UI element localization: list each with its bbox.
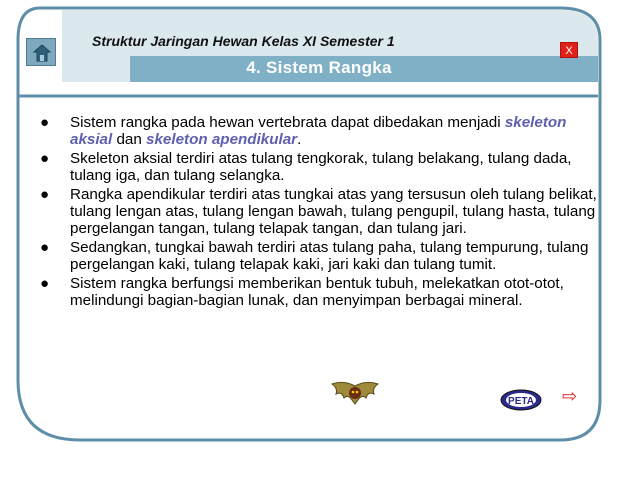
- list-item: ● Sistem rangka pada hewan vertebrata dapat dibedakan menjadi skeleton aksial dan skeleton apendikular.: [40, 114, 567, 149]
- bullet-icon: ●: [40, 114, 50, 131]
- page-title: Struktur Jaringan Hewan Kelas XI Semester 1: [92, 33, 395, 49]
- bullet-icon: ●: [40, 149, 50, 167]
- peta-badge-icon: [500, 389, 542, 411]
- list-item: ● Sedangkan, tungkai bawah terdiri atas tulang paha, tulang tempurung, tulang pergelangan kaki, tulang telapak kaki, jari kaki dan tulang tumit.: [40, 238, 589, 274]
- bat-icon: [330, 378, 380, 410]
- map-navigation-button[interactable]: [500, 389, 542, 416]
- list-item: ● Skeleton aksial terdiri atas tulang tengkorak, tulang belakang, tulang dada, tulang iga, dan tulang selangka.: [40, 149, 572, 185]
- bullet-icon: ●: [40, 185, 50, 203]
- term-skeleton-apendikular: skeleton apendikular: [146, 131, 298, 149]
- bullet-icon: ●: [40, 238, 50, 256]
- section-title: 4. Sistem Rangka: [246, 58, 392, 77]
- next-arrow-icon[interactable]: ⇨: [562, 386, 578, 406]
- term-skeleton-aksial: skeleton aksial: [70, 114, 567, 149]
- bullet-list: [38, 114, 598, 310]
- close-button[interactable]: X: [560, 42, 578, 58]
- map-label: PETA: [508, 396, 534, 407]
- bullet-icon: ●: [40, 274, 50, 292]
- list-item: ● Rangka apendikular terdiri atas tungkai atas yang tersusun oleh tulang belikat, tulang lengan atas, tulang lengan bawah, tulang pengupil, tulang hasta, tulang pergelangan tangan, tulang telapak tangan, dan tulang jari.: [40, 185, 597, 238]
- list-item: ● Sistem rangka berfungsi memberikan bentuk tubuh, melekatkan otot-otot, melindungi bagian-bagian lunak, dan menyimpan berbagai mineral.: [40, 274, 564, 310]
